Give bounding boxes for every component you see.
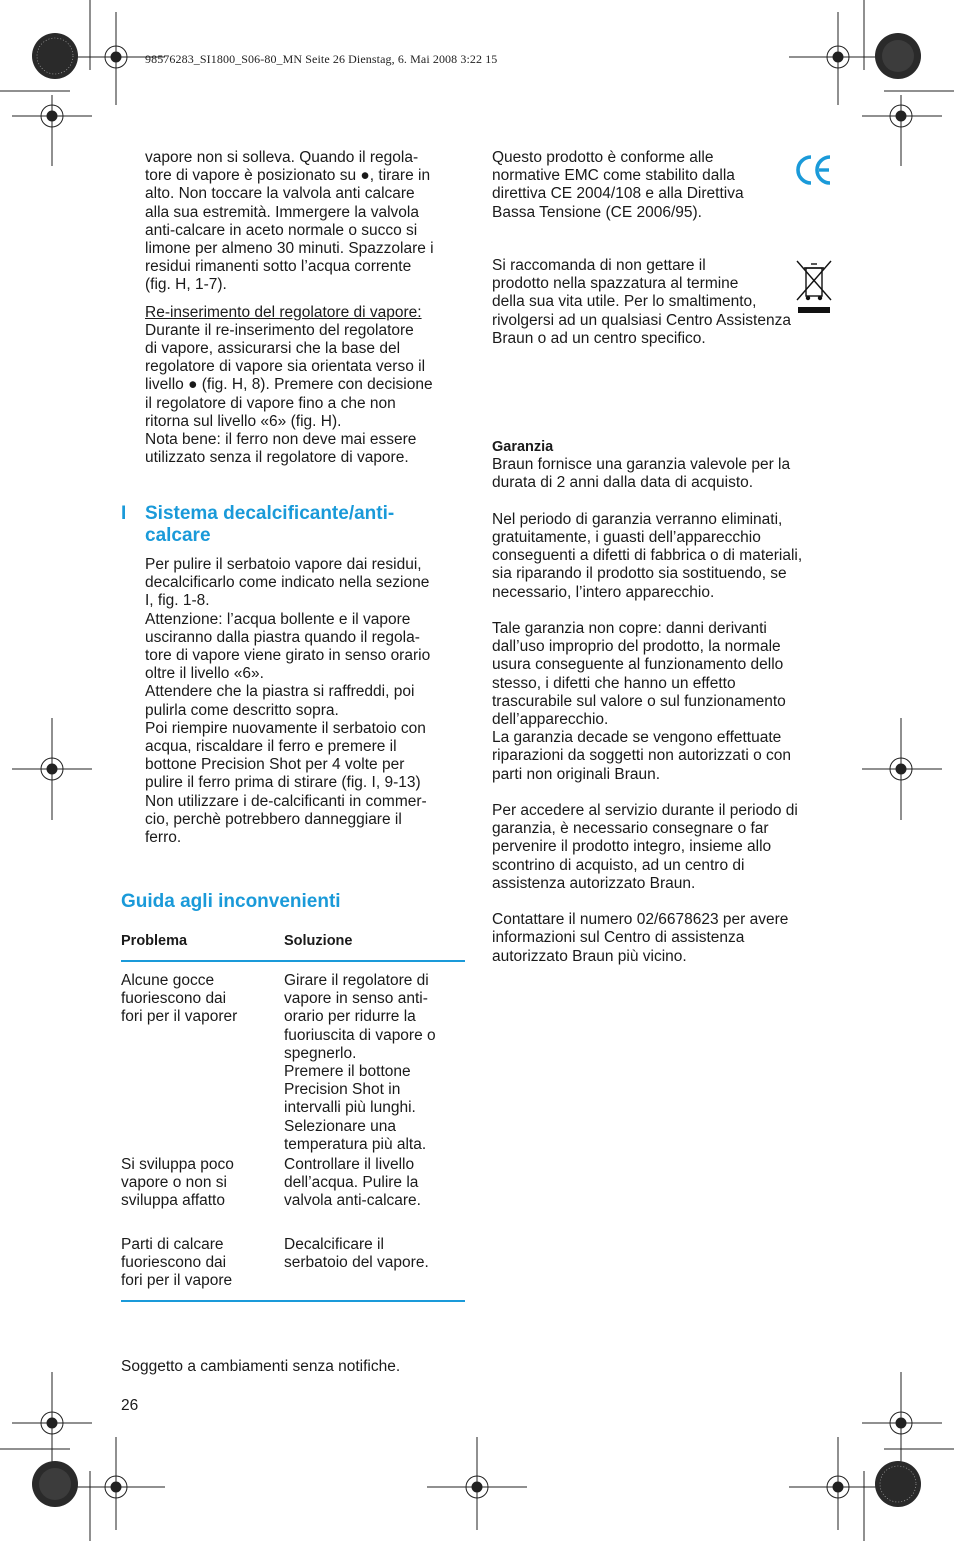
text-line: informazioni sul Centro di assistenza (492, 929, 745, 947)
text-line: livello ● (fig. H, 8). Premere con decisione (145, 376, 433, 394)
table-row (121, 966, 465, 1156)
cell-line: fori per il vaporer (121, 1008, 238, 1026)
problem-cell (121, 1156, 271, 1211)
text-line: utilizzato senza il regolatore di vapore. (145, 449, 409, 467)
text-line: ritorna sul livello «6» (fig. H). (145, 412, 342, 430)
text-line: Questo prodotto è conforme alle (492, 149, 714, 166)
page-number: 26 (121, 1397, 139, 1414)
cell-line: Parti di calcare (121, 1236, 224, 1253)
text-line: Per pulire il serbatoio vapore dai residui, (145, 556, 422, 573)
text-line: Poi riempire nuovamente il serbatoio con (145, 719, 426, 737)
solution-cell (284, 1236, 465, 1272)
text-line: regolatore di vapore sia orientata verso il (145, 358, 426, 376)
section-title-line: calcare (145, 525, 211, 546)
text-line: il regolatore di vapore fino a che non (145, 394, 396, 412)
ce-conformity-text (492, 149, 782, 222)
text-line: usura conseguente al funzionamento dello (492, 656, 784, 674)
cell-line: valvola anti-calcare. (284, 1192, 421, 1210)
cell-line: intervalli più lunghi. (284, 1099, 416, 1117)
text-line: Attenzione: l’acqua bollente e il vapore (145, 610, 411, 628)
text-line: (fig. H, 1-7). (145, 276, 227, 294)
problem-cell (121, 972, 271, 1027)
table-row (121, 1236, 465, 1301)
text-line: Per accedere al servizio durante il periodo di (492, 802, 798, 820)
table-header (121, 931, 465, 962)
text-line: usciranno dalla piastra quando il regola- (145, 628, 420, 646)
problem-cell (121, 1236, 271, 1291)
text-line: alla sua estremità. Immergere la valvola (145, 203, 419, 221)
text-line: tore di vapore viene girato in senso orario (145, 647, 431, 665)
solution-cell (284, 972, 465, 1154)
guarantee-paragraph (492, 911, 832, 966)
text-line: cio, perchè potrebbero danneggiare il (145, 810, 402, 828)
guarantee-heading: Garanzia (492, 439, 554, 455)
cell-line: fuoriuscita di vapore o (284, 1026, 436, 1044)
text-line: pulirla come descritto sopra. (145, 701, 339, 719)
text-line: Contattare il numero 02/6678623 per avere (492, 911, 789, 929)
text-line: vapore non si solleva. Quando il regola- (145, 149, 419, 166)
text-line: normative EMC come stabilito dalla (492, 167, 735, 185)
cell-line: vapore in senso anti- (284, 990, 428, 1008)
text-line: limone per almeno 30 minuti. Spazzolare i (145, 240, 434, 258)
text-line: dall’uso improprio del prodotto, la normale (492, 638, 781, 656)
text-line: della sua vita utile. Per lo smaltimento, (492, 293, 757, 311)
text-line: pulire il ferro prima di stirare (fig. I, 9-13) (145, 774, 421, 792)
cell-line: Si sviluppa poco (121, 1156, 234, 1173)
troubleshooting-title: Guida agli inconvenienti (121, 891, 341, 912)
text-line: I, fig. 1-8. (145, 592, 210, 610)
steam-valve-instructions (145, 149, 465, 467)
section-title-line: Sistema decalcificante/anti- (145, 503, 395, 524)
text-line: scontrino di acquisto, ad un centro di (492, 856, 745, 874)
text-line: rivolgersi ad un qualsiasi Centro Assistenza (492, 311, 791, 329)
text-line: Durante il re-inserimento del regolatore (145, 321, 414, 339)
text-line: dell’apparecchio. (492, 711, 609, 729)
table-row (121, 1156, 465, 1236)
text-line: Si raccomanda di non gettare il (492, 257, 706, 274)
change-notice: Soggetto a cambiamenti senza notifiche. (121, 1358, 401, 1375)
cell-line: fuoriescono dai (121, 1254, 227, 1272)
text-line: bottone Precision Shot per 4 volte per (145, 756, 405, 774)
text-line: ferro. (145, 829, 182, 847)
column-header-solution: Soluzione (284, 933, 353, 949)
text-line: Tale garanzia non copre: danni derivanti (492, 620, 767, 637)
text-line: conseguenti a difetti di fabbrica o di materiali, (492, 547, 803, 565)
guarantee-paragraph (492, 802, 832, 893)
text-line: Bassa Tensione (CE 2006/95). (492, 203, 702, 221)
text-line: acqua, riscaldare il ferro e premere il (145, 738, 397, 756)
table-bottom-rule (121, 1300, 465, 1302)
text-line: decalcificarlo come indicato nella sezione (145, 574, 430, 592)
cell-line: Girare il regolatore di (284, 972, 429, 989)
text-line: residui rimanenti sotto l’acqua corrente (145, 258, 412, 276)
cell-line: dell’acqua. Pulire la (284, 1174, 419, 1192)
solution-cell (284, 1156, 465, 1211)
text-line: assistenza autorizzato Braun. (492, 874, 696, 892)
text-line: Non utilizzare i de-calcificanti in commer- (145, 792, 427, 810)
print-slug: 98576283_SI1800_S06-80_MN Seite 26 Dienstag, 6. Mai 2008 3:22 15 (145, 52, 498, 66)
text-line: Braun o ad un centro specifico. (492, 329, 706, 347)
cell-line: fuoriescono dai (121, 990, 227, 1008)
decalcification-instructions (145, 556, 465, 847)
guarantee-paragraph (492, 456, 832, 492)
text-line: pervenire il prodotto integro, insieme allo (492, 838, 772, 856)
text-line: gratuitamente, i guasti dell’apparecchio (492, 529, 761, 546)
cell-line: Alcune gocce (121, 972, 215, 989)
guarantee-paragraph (492, 511, 832, 602)
section-title (145, 503, 445, 547)
text-line: alto. Non toccare la valvola anti calcare (145, 185, 415, 203)
cell-line: Selezionare una (284, 1117, 397, 1135)
text-line: parti non originali Braun. (492, 765, 661, 783)
text-line: sia riparando il prodotto sia sostituendo, se (492, 565, 787, 583)
text-line: trascurabile sul valore o sul funzionamento (492, 692, 786, 710)
text-line: Braun fornisce una garanzia valevole per la (492, 456, 791, 474)
text-line: riparazioni da soggetti non autorizzati o con (492, 747, 791, 765)
text-line: oltre il livello «6». (145, 665, 264, 683)
text-line: di vapore, assicurarsi che la base del (145, 340, 401, 358)
cell-line: fori per il vapore (121, 1272, 233, 1290)
cell-line: vapore o non si (121, 1174, 227, 1192)
cell-line: spegnerlo. (284, 1044, 357, 1062)
cell-line: orario per ridurre la (284, 1008, 416, 1026)
text-line: Attendere che la piastra si raffreddi, poi (145, 683, 415, 701)
text-line: stesso, i difetti che hanno un effetto (492, 674, 736, 692)
cell-line: serbatoio del vapore. (284, 1254, 429, 1272)
guarantee-paragraph (492, 620, 832, 784)
weee-crossed-bin-icon (796, 260, 832, 314)
reinsert-heading: Re-inserimento del regolatore di vapore: (145, 303, 422, 321)
cell-line: sviluppa affatto (121, 1192, 225, 1210)
cell-line: Decalcificare il (284, 1236, 384, 1253)
cell-line: Precision Shot in (284, 1081, 401, 1099)
column-header-problem: Problema (121, 933, 188, 949)
ce-mark-icon (794, 153, 834, 187)
section-letter: I (121, 503, 127, 524)
text-line: Nota bene: il ferro non deve mai essere (145, 431, 417, 449)
text-line: garanzia, è necessario consegnare o far (492, 820, 769, 838)
cell-line: Controllare il livello (284, 1156, 415, 1173)
guarantee-section (492, 438, 832, 966)
text-line: autorizzato Braun più vicino. (492, 947, 687, 965)
disposal-text (492, 257, 832, 348)
text-line: direttiva CE 2004/108 e alla Direttiva (492, 185, 744, 203)
cell-line: Premere il bottone (284, 1063, 411, 1081)
text-line: necessario, l’intero apparecchio. (492, 583, 715, 601)
text-line: La garanzia decade se vengono effettuate (492, 729, 782, 747)
text-line: tore di vapore è posizionato su ●, tirare in (145, 167, 431, 185)
text-line: prodotto nella spazzatura al termine (492, 275, 739, 293)
text-line: Nel periodo di garanzia verranno eliminati, (492, 510, 783, 528)
troubleshooting-table (121, 931, 465, 1301)
intro-paragraph (145, 149, 465, 295)
cell-line: temperatura più alta. (284, 1135, 427, 1153)
text-line: durata di 2 anni dalla data di acquisto. (492, 474, 754, 492)
reinsert-paragraph (145, 322, 465, 468)
text-line: anti-calcare in aceto normale o succo si (145, 221, 418, 239)
